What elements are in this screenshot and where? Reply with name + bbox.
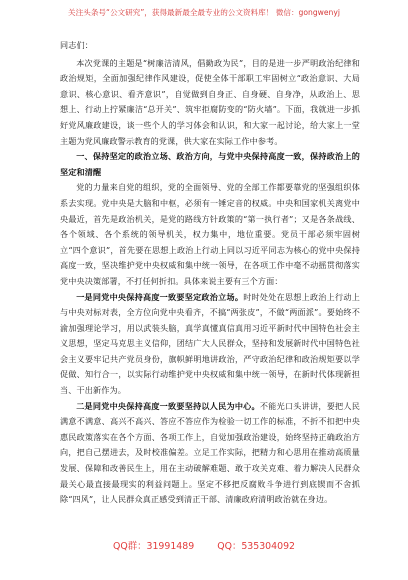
watermark-banner: 关注头条号“公文研究”，获得最新最全最专业的公文资料库！ 微信：gongwenyj (68, 8, 340, 17)
section-heading-1: 一、保持坚定的政治立场、政治方向，与党中央保持高度一致，保持政治上的坚定和清醒 (60, 151, 360, 177)
qq-number: QQ：535304092 (217, 541, 296, 552)
document-body (60, 38, 360, 508)
point-lead-1: 一是同党中央保持高度一致要坚定政治立场。 (76, 291, 244, 302)
point-lead-2: 二是同党中央保持高度一致要坚持以人民为中心。 (76, 400, 260, 411)
point-paragraph-1 (60, 290, 360, 399)
qq-group: QQ群：31991489 (112, 541, 195, 552)
greeting: 同志们： (60, 40, 93, 50)
intro-paragraph: 本次党课的主题是“树廉洁清风，倡勤政为民”，目的是进一步严明政治纪律和政治规矩，全面加强纪律作风建设，促使全体干部职工牢固树立“政治意识、大局意识、核心意识、看齐意识”，自觉做到自身正、自身硬、自身净，从政治上、思想上、行动上拧紧廉洁“总开关”、筑牢拒腐防变的“防火墙”。下面，我就进一步抓好党风廉政建设，谈一些个人的学习体会和认识，和大家一起讨论，给大家上一堂主题为党风廉政警示教育的党课，供大家在实际工作中参考。 (60, 57, 360, 146)
section-paragraph-1: 党的力量来自党的组织，党的全面领导、党的全部工作都要靠党的坚强组织体系去实现。党中央是大脑和中枢，必须有一锤定音的权威。中央和国家机关离党中央最近，首先是政治机关，是党的路线方针政策的“第一执行者”；又是各条战线、各个领域、各个系统的领导机关，权力集中，地位重要。党员干部必须牢固树立“四个意识”，首先要在思想上政治上行动上同以习近平同志为核心的党中央保持高度一致，坚决维护党中央权威和集中统一领导，在各项工作中毫不动摇贯彻落实党中央决策部署，不打任何折扣。具体来说主要有三个方面： (60, 182, 360, 286)
point-body-1: 时时处处在思想上政治上行动上与中央对标对表，全方位向党中央看齐，不搞“两张皮”，不做“两面派”。要始终不渝加强理论学习，用以武装头脑，真学真懂真信真用习近平新时代中国特色社会主义思想，坚定马克思主义信仰，团结广大人民群众，坚持和发展新时代中国特色社会主义要牢记共产党员身份，旗帜鲜明地讲政治，严守政治纪律和政治规矩要以学促做、知行合一，以实际行动维护党中央权威和集中统一领导，在新时代体现新担当、干出新作为。 (60, 291, 360, 396)
point-body-2: 不能光口头讲讲，要把人民满意不满意、高兴不高兴、答应不答应作为检验一切工作的标准，不折不扣把中央惠民政策落实在各个方面、各项工作上，自觉加强政治建设，始终坚持正确政治方向，把自己摆进去，及时校准偏差。立足工作实际，把精力和心思用在推动高质量发展、保障和改善民生上，用在主动破解难题、敢于攻关克难、着力解决人民群众最关心最直接最现实的利益问题上。坚定不移把反腐败斗争进行到底锲而不舍抓除“四风”，让人民群众真正感受到清正干部、清廉政府清明政治就在身边。 (60, 400, 360, 505)
footer-contact (0, 538, 408, 552)
point-paragraph-2 (60, 399, 360, 508)
